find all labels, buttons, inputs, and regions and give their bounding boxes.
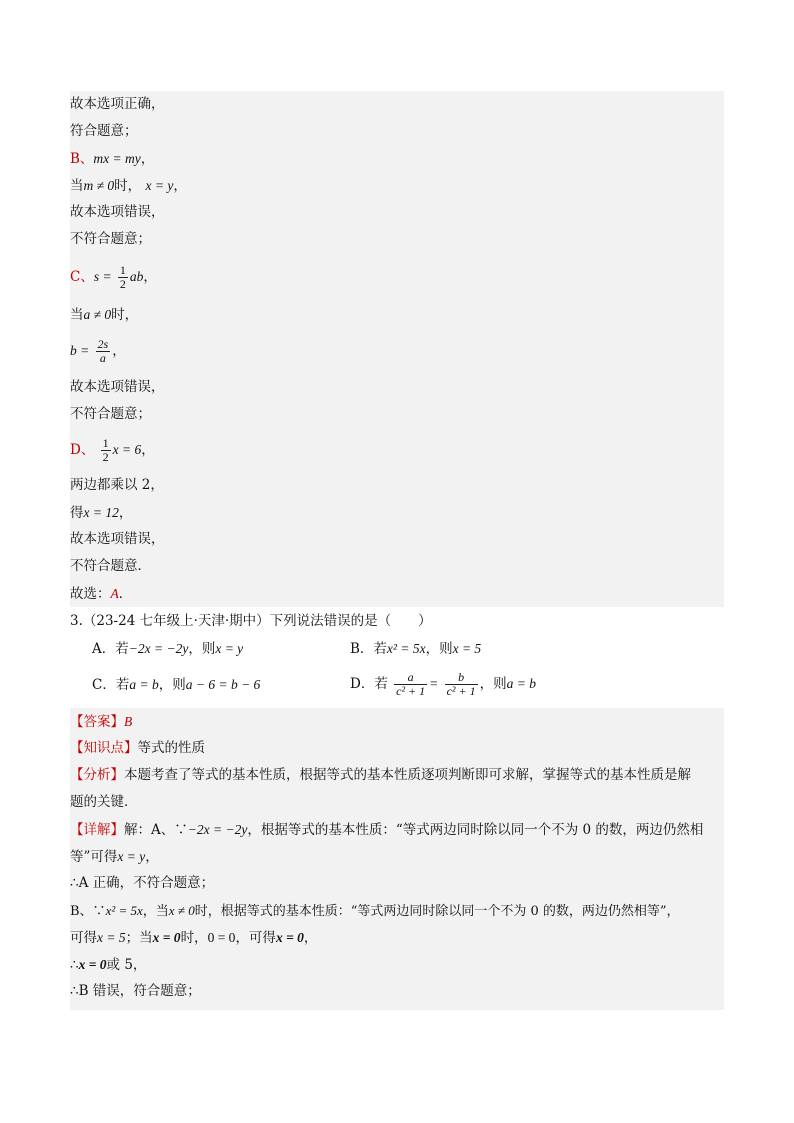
fraction: $\frac{2s}{a}$ [97,337,109,365]
question-stem: 3.（23-24 七年级上·天津·期中）下列说法错误的是（ ） [70,613,432,629]
solution-line: 不符合题意； [70,401,724,428]
option-c: C．若a = b，则a − 6 = b − 6 [92,677,261,693]
knowledge-point-line: 【知识点】等式的性质 [70,735,724,762]
answer-line: 【答案】B [70,708,724,735]
fraction: $\frac{b}{\text{c² + 1}}$ [446,670,476,698]
option-d: D．若 $\frac{a}{\text{c² + 1}}$ = $\frac{b}{\text{c² + 1}}$ ，则a = b [350,670,536,698]
analysis-line: 题的关键． [70,789,724,816]
detail-line: 可得x = 5；当x = 0时，0 = 0，可得x = 0， [70,924,724,951]
detail-line: ∴A 正确，不符合题意； [70,870,724,897]
final-answer-line: 故选：A． [70,580,724,607]
solution-line: 故本选项错误， [70,374,724,401]
option-a: A．若−2x = −2y，则x = y [92,641,244,657]
solution-line: 故本选项错误， [70,526,724,553]
solution-line: 符合题意； [70,118,724,145]
solution-line: 故本选项正确， [70,91,724,118]
solution-line: 得x = 12， [70,499,724,526]
fraction: $\frac{1}{2}$ [119,263,126,291]
analysis-line: 【分析】本题考查了等式的基本性质，根据等式的基本性质逐项判断即可求解，掌握等式的基本性质是解 [70,762,724,789]
detail-line: 等”可得x = y， [70,843,724,870]
solution-line: b = $\frac{2s}{a}$ ， [70,328,724,374]
option-b-line: B、mx = my， [70,145,724,172]
solution-line: 不符合题意． [70,553,724,580]
detail-line: 【详解】解：A、∵−2x = −2y，根据等式的基本性质：“等式两边同时除以同一个不为 0 的数，两边仍然相 [70,816,724,843]
solution-line: 故本选项错误， [70,199,724,226]
fraction: $\frac{a}{\text{c² + 1}}$ [396,670,426,698]
option-d-line: D、 $\frac{1}{2}$ x = 6， [70,428,724,472]
solution-line: 两边都乘以 2， [70,472,724,499]
detail-line: ∴x = 0或 5， [70,951,724,978]
option-c-line: C、s = $\frac{1}{2}$ ab， [70,253,724,301]
fraction: $\frac{1}{2}$ [102,436,109,464]
detail-line: B、∵x² = 5x，当x ≠ 0时，根据等式的基本性质：“等式两边同时除以同一个不为 0 的数，两边仍然相等”， [70,897,724,924]
solution-line: 当a ≠ 0时， [70,301,724,328]
option-b: B．若x² = 5x，则x = 5 [350,641,482,657]
detail-line: ∴B 错误，符合题意； [70,978,724,1010]
solution-line: 当m ≠ 0时， x = y， [70,172,724,199]
solution-line: 不符合题意； [70,226,724,253]
